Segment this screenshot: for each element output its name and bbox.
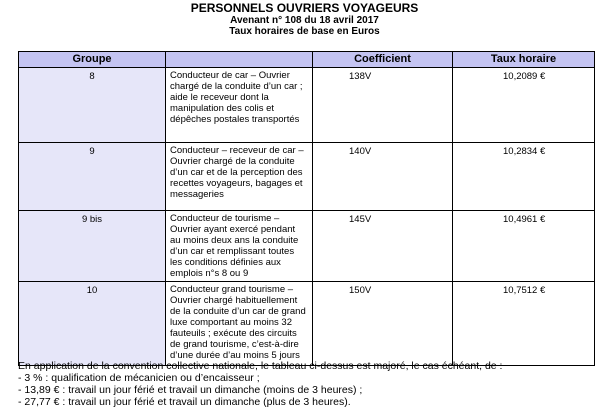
rate-cell: 10,7512 € xyxy=(453,282,595,366)
description-text: Conducteur – receveur de car – Ouvrier chargé de la conduite d’un car et de la perception des recettes voyageurs, bagages et messageries xyxy=(170,145,304,200)
description-text: Conducteur de car – Ouvrier chargé de la conduite d’un car ; aide le receveur dont la manipulation des colis et dépêches postales transportés xyxy=(170,70,303,125)
rate-cell: 10,4961 € xyxy=(453,211,595,282)
table-row xyxy=(19,282,595,366)
rate-cell: 10,2834 € xyxy=(453,143,595,211)
wage-table xyxy=(18,51,595,366)
coefficient-cell: 145V xyxy=(313,211,453,282)
description-text: Conducteur de tourisme – Ouvrier ayant exercé pendant au moins deux ans la conduite d’un car et remplissant toutes les conditions définies aux emplois n°s 8 ou 9 xyxy=(170,213,299,279)
table-row xyxy=(19,211,595,282)
footnote-intro: En application de la convention collective nationale, le tableau ci-dessus est majoré, le cas échéant, de : xyxy=(18,360,503,372)
coefficient-cell: 140V xyxy=(313,143,453,211)
group-cell: 9 bis xyxy=(19,211,166,282)
footnote-item: - 27,77 € : travail un jour férié et travail un dimanche (plus de 3 heures). xyxy=(18,396,351,408)
description-text: Conducteur grand tourisme – Ouvrier chargé habituellement de la conduite d’un car de grand luxe comportant au moins 32 fauteuils ; exécute des circuits de grand tourisme, c’est-à-dire d’une durée d’au moins 5 jours xyxy=(170,284,306,361)
coefficient-cell: 150V xyxy=(313,282,453,366)
document-subtitle-2: Taux horaires de base en Euros xyxy=(229,26,380,37)
group-cell: 9 xyxy=(19,143,166,211)
footnote-item: - 3 % : qualification de mécanicien ou d’encaisseur ; xyxy=(18,372,260,384)
coefficient-cell: 138V xyxy=(313,68,453,143)
column-header-description xyxy=(166,52,313,68)
table-row xyxy=(19,143,595,211)
group-cell: 8 xyxy=(19,68,166,143)
table-header-row xyxy=(19,52,595,68)
document-subtitle: Avenant n° 108 du 18 avril 2017 xyxy=(230,15,379,26)
description-cell xyxy=(166,211,313,282)
group-cell: 10 xyxy=(19,282,166,366)
document-title: PERSONNELS OUVRIERS VOYAGEURS xyxy=(190,1,419,15)
table-row xyxy=(19,68,595,143)
column-header-group: Groupe xyxy=(19,52,166,68)
description-cell xyxy=(166,68,313,143)
rate-cell: 10,2089 € xyxy=(453,68,595,143)
document-header xyxy=(0,2,609,37)
description-cell xyxy=(166,143,313,211)
footnote xyxy=(18,360,598,408)
column-header-coefficient: Coefficient xyxy=(313,52,453,68)
footnote-item: - 13,89 € : travail un jour férié et travail un dimanche (moins de 3 heures) ; xyxy=(18,384,363,396)
column-header-rate: Taux horaire xyxy=(453,52,595,68)
description-cell xyxy=(166,282,313,366)
